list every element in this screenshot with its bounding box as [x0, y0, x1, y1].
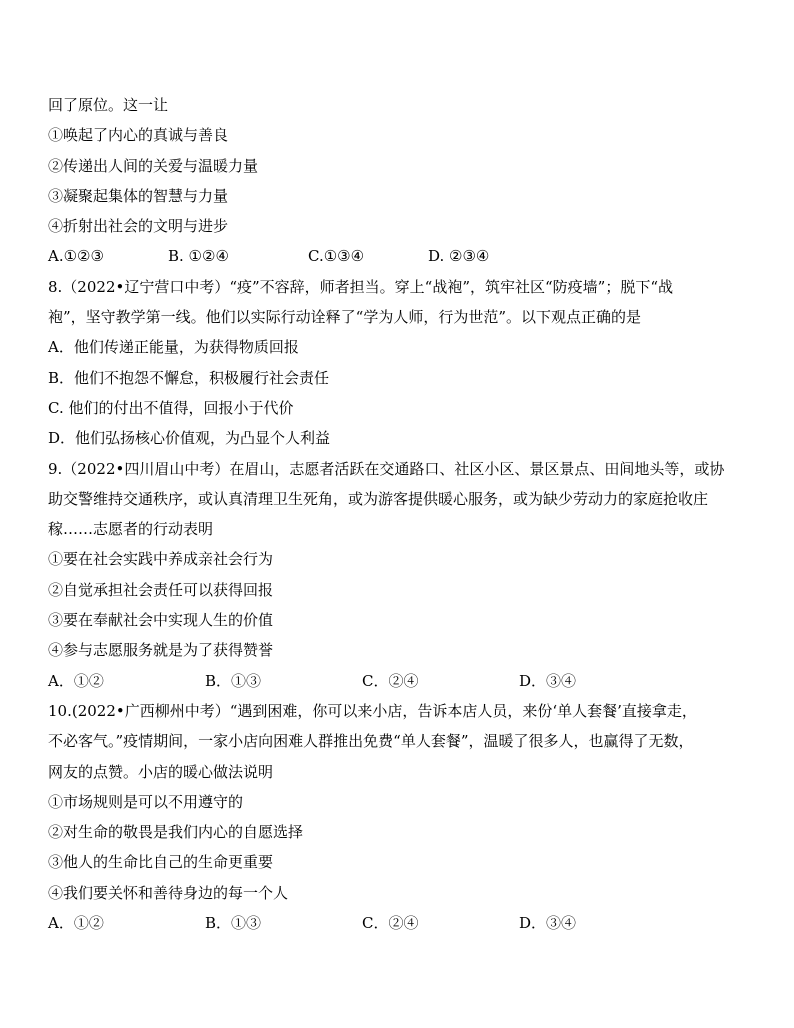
q9-option-d: D．③④	[519, 671, 577, 690]
q10-stem-line-3: 网友的点赞。小店的暖心做法说明	[48, 762, 274, 781]
q7-option-c: C.①③④	[308, 247, 365, 266]
q10-statement-4: ④我们要关怀和善待身边的每一个人	[48, 883, 289, 902]
q10-statement-1: ①市场规则是可以不用遵守的	[48, 792, 244, 811]
q9-stem-line-3: 稼……志愿者的行动表明	[48, 520, 214, 539]
q10-statement-2: ②对生命的敬畏是我们内心的自愿选择	[48, 823, 304, 842]
question-content	[48, 90, 748, 938]
q9-options	[48, 666, 748, 696]
q8-stem-line-2: 袍”，坚守教学第一线。他们以实际行动诠释了“学为人师，行为世范”。以下观点正确的是	[48, 308, 642, 327]
q8-choice-b: B．他们不抱怨不懈怠，积极履行社会责任	[48, 368, 330, 387]
q7-option-d: D. ②③④	[428, 247, 490, 266]
q10-option-c: C．②④	[362, 914, 419, 933]
q9-stem-line-2: 助交警维持交通秩序，或认真清理卫生死角，或为游客提供暖心服务，或为缺少劳动力的家庭抢收庄	[48, 489, 709, 508]
q10-statement-3: ③他人的生命比自己的生命更重要	[48, 853, 274, 872]
q7-option-a: A.①②③	[48, 247, 104, 266]
q7-statement-2: ②传递出人间的关爱与温暖力量	[48, 156, 259, 175]
q9-statement-2: ②自觉承担社会责任可以获得回报	[48, 580, 274, 599]
q10-stem-line-1: 10.(2022•广西柳州中考）“遇到困难，你可以来小店，告诉本店人员，来份‘单人套餐’直接拿走，	[48, 701, 697, 720]
q9-option-b: B．①③	[205, 671, 262, 690]
q7-statement-1: ①唤起了内心的真诚与善良	[48, 126, 229, 145]
q7-options	[48, 241, 748, 271]
q8-choice-c: C. 他们的付出不值得，回报小于代价	[48, 398, 294, 417]
q7-statement-3: ③凝聚起集体的智慧与力量	[48, 186, 229, 205]
q8-choice-d: D．他们弘扬核心价值观，为凸显个人利益	[48, 429, 331, 448]
q10-stem-line-2: 不必客气。”疫情期间，一家小店向困难人群推出免费“单人套餐”，温暖了很多人，也赢得了无数，	[48, 732, 694, 751]
q9-option-a: A．①②	[48, 671, 104, 690]
q9-option-c: C．②④	[362, 671, 419, 690]
q10-option-d: D．③④	[519, 914, 577, 933]
q8-stem-line-1: 8.（2022•辽宁营口中考）“疫”不容辞，师者担当。穿上“战袍”，筑牢社区“防疫墙”；脱下“战	[48, 277, 674, 296]
q9-statement-4: ④参与志愿服务就是为了获得赞誉	[48, 641, 274, 660]
q7-statement-4: ④折射出社会的文明与进步	[48, 217, 229, 236]
q9-statement-1: ①要在社会实践中养成亲社会行为	[48, 550, 274, 569]
q10-option-b: B．①③	[205, 914, 262, 933]
q8-choice-a: A．他们传递正能量，为获得物质回报	[48, 338, 299, 357]
q7-intro: 回了原位。这一让	[48, 96, 169, 114]
q9-stem-line-1: 9.（2022•四川眉山中考）在眉山，志愿者活跃在交通路口、社区小区、景区景点、田间地头等，或协	[48, 459, 725, 478]
q9-statement-3: ③要在奉献社会中实现人生的价值	[48, 611, 274, 630]
q10-options	[48, 908, 748, 938]
q10-option-a: A．①②	[48, 914, 104, 933]
q7-option-b: B. ①②④	[168, 247, 229, 266]
